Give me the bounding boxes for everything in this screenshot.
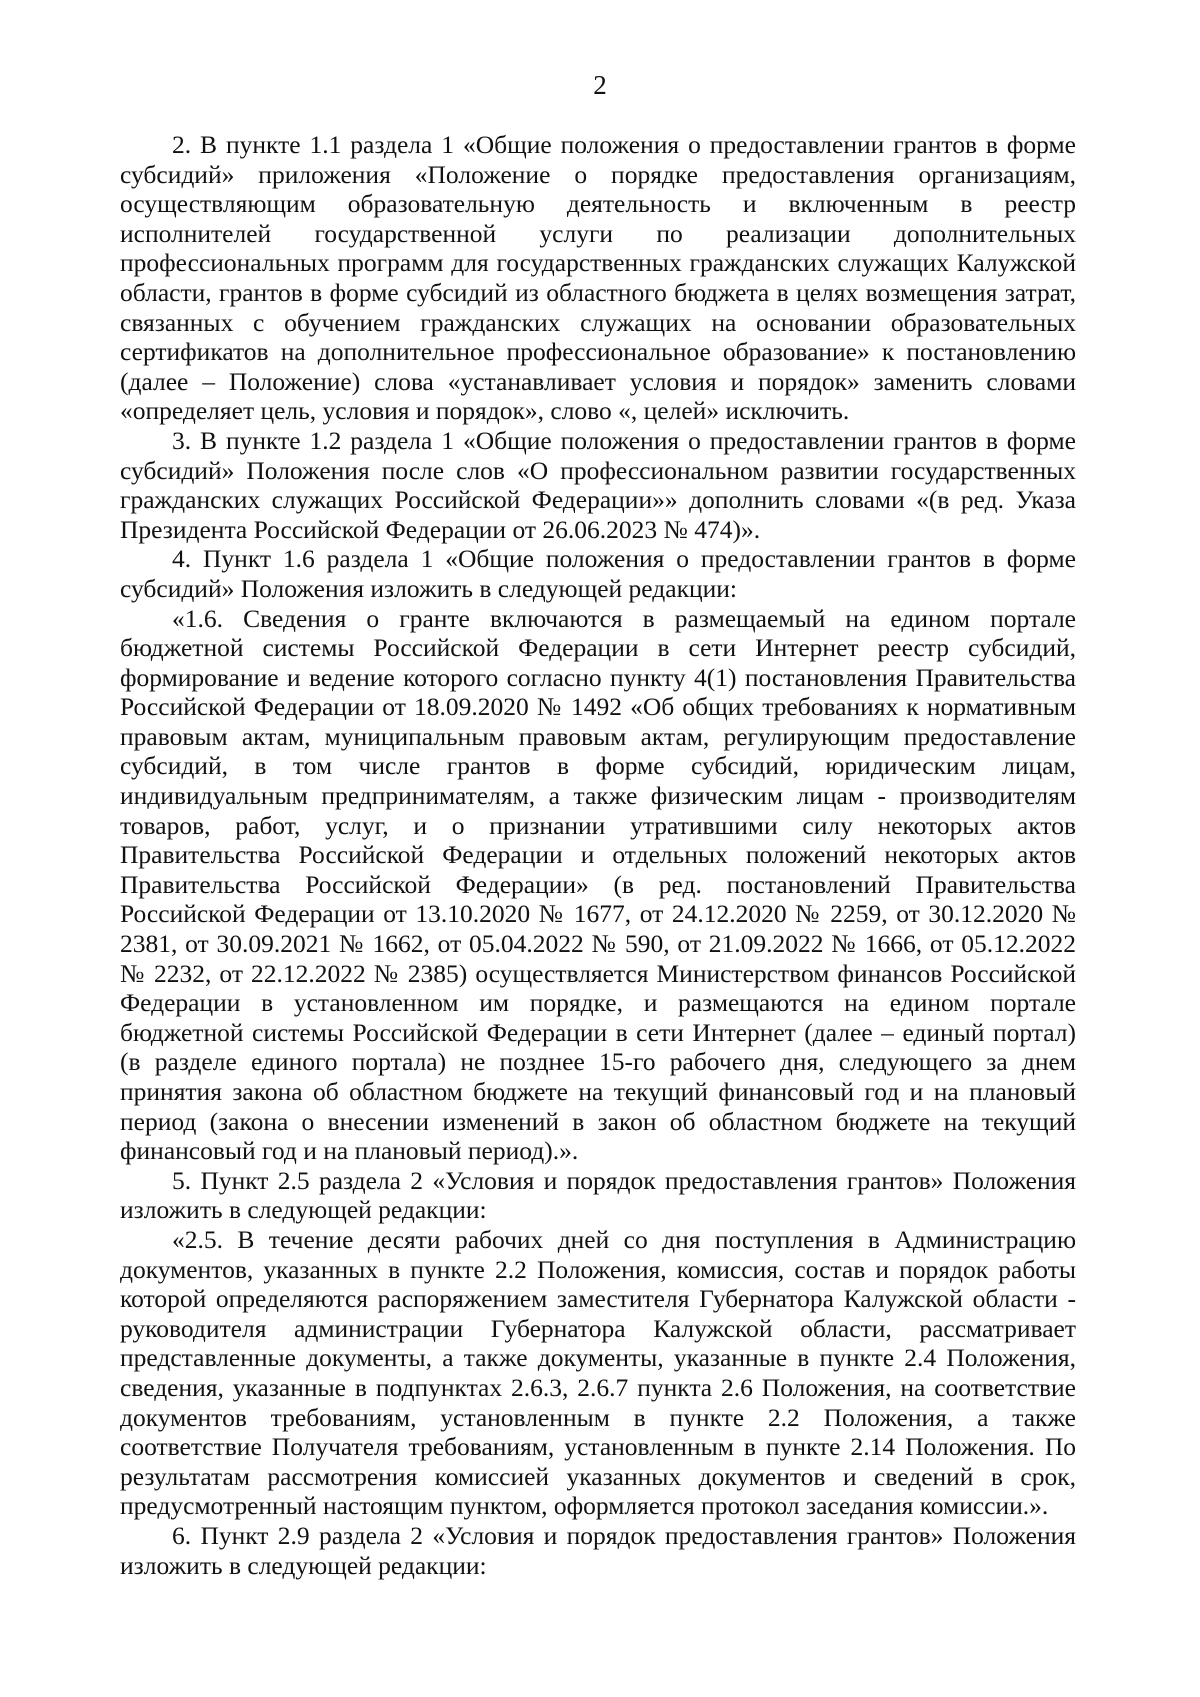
paragraph-quote-1-6: «1.6. Сведения о гранте включаются в размещаемый на едином портале бюджетной системы Российской Федерации в сети Интернет реестр субсидий, формирование и ведение которого согласно пункту 4(1) постановления Правительства Российской Федерации от 18.09.2020 № 1492 «Об общих требованиях к нормативным правовым актам, муниципальным правовым актам, регулирующим предоставление субсидий, в том числе грантов в форме субсидий, юридическим лицам, индивидуальным предпринимателям, а также физическим лицам - производителям товаров, работ, услуг, и о признании утратившими силу некоторых актов Правительства Российской Федерации и отдельных положений некоторых актов Правительства Российской Федерации» (в ред. постановлений Правительства Российской Федерации от 13.10.2020 № 1677, от 24.12.2020 № 2259, от 30.12.2020 № 2381, от 30.09.2021 № 1662, от 05.04.2022 № 590, от 21.09.2022 № 1666, от 05.12.2022 № 2232, от 22.12.2022 № 2385) осуществляется Министерством финансов Российской Федерации в установленном им порядке, и размещаются на едином портале бюджетной системы Российской Федерации в сети Интернет (далее – единый портал) (в разделе единого портала) не позднее 15-го рабочего дня, следующего за днем принятия закона об областном бюджете на текущий финансовый год и на плановый период (закона о внесении изменений в закон об областном бюджете на текущий финансовый год и на плановый период).». bbox=[120, 603, 1076, 1166]
paragraph-quote-2-5: «2.5. В течение десяти рабочих дней со дня поступления в Администрацию документов, указанных в пункте 2.2 Положения, комиссия, состав и порядок работы которой определяются распоряжением заместителя Губернатора Калужской области - руководителя администрации Губернатора Калужской области, рассматривает представленные документы, а также документы, указанные в пункте 2.4 Положения, сведения, указанные в подпунктах 2.6.3, 2.6.7 пункта 2.6 Положения, на соответствие документов требованиям, установленным в пункте 2.2 Положения, а также соответствие Получателя требованиям, установленным в пункте 2.14 Положения. По результатам рассмотрения комиссией указанных документов и сведений в срок, предусмотренный настоящим пунктом, оформляется протокол заседания комиссии.». bbox=[120, 1224, 1076, 1521]
paragraph-item-2: 2. В пункте 1.1 раздела 1 «Общие положения о предоставлении грантов в форме субсидий» приложения «Положение о порядке предоставления организациям, осуществляющим образовательную деятельность и включенным в реестр исполнителей государственной услуги по реализации дополнительных профессиональных программ для государственных гражданских служащих Калужской области, грантов в форме субсидий из областного бюджета в целях возмещения затрат, связанных с обучением гражданских служащих на основании образовательных сертификатов на дополнительное профессиональное образование» к постановлению (далее – Положение) слова «устанавливает условия и порядок» заменить словами «определяет цель, условия и порядок», слово «, целей» исключить. bbox=[120, 130, 1076, 426]
page-number: 2 bbox=[593, 70, 607, 100]
paragraph-item-3: 3. В пункте 1.2 раздела 1 «Общие положения о предоставлении грантов в форме субсидий» Положения после слов «О профессиональном развитии государственных гражданских служащих Российской Федерации»» дополнить словами «(в ред. Указа Президента Российской Федерации от 26.06.2023 № 474)». bbox=[120, 425, 1076, 544]
paragraph-item-6: 6. Пункт 2.9 раздела 2 «Условия и порядок предоставления грантов» Положения изложить в следующей редакции: bbox=[120, 1520, 1076, 1580]
paragraph-item-5: 5. Пункт 2.5 раздела 2 «Условия и порядок предоставления грантов» Положения изложить в следующей редакции: bbox=[120, 1165, 1076, 1225]
paragraph-item-4: 4. Пункт 1.6 раздела 1 «Общие положения о предоставлении грантов в форме субсидий» Положения изложить в следующей редакции: bbox=[120, 544, 1076, 603]
document-body bbox=[120, 130, 1076, 1580]
